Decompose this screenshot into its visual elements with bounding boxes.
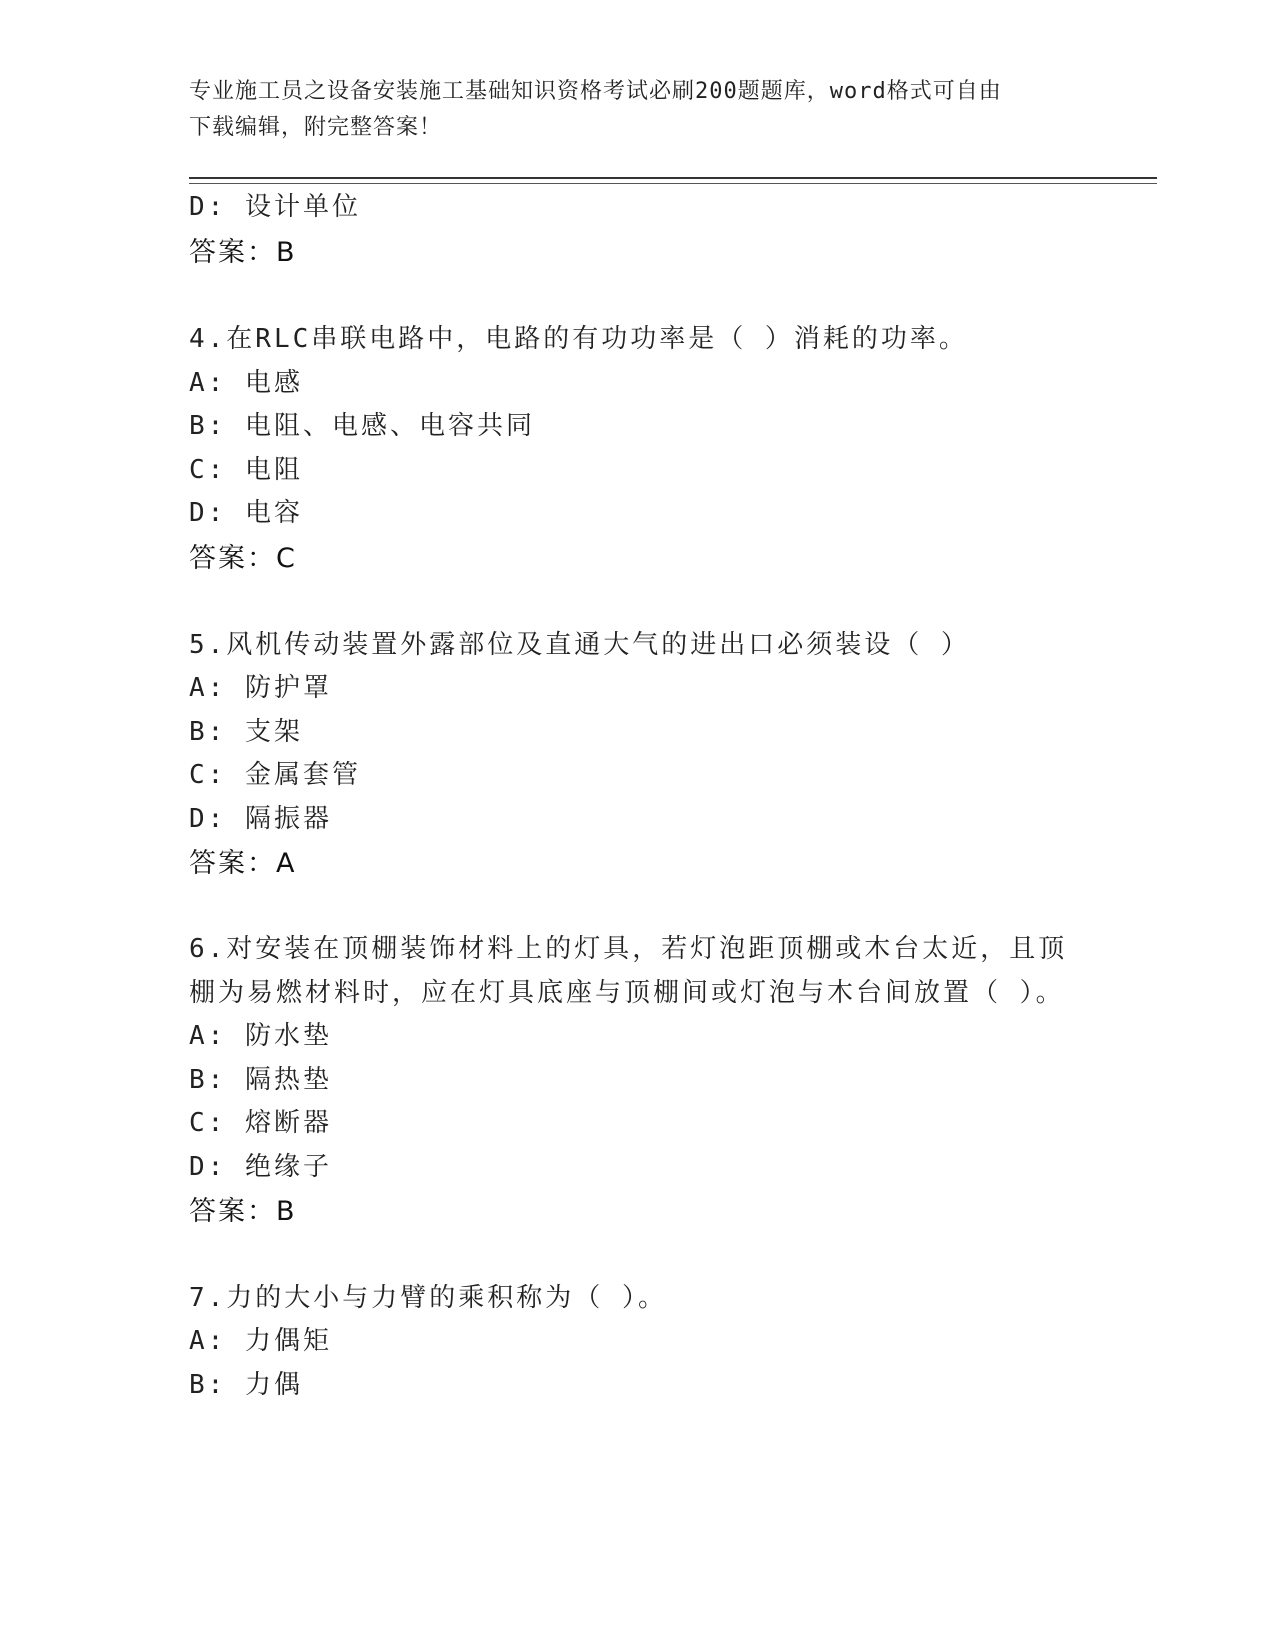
header-line-2: 下载编辑，附完整答案！ — [189, 115, 443, 140]
q5-option-d: D: 隔振器 — [189, 804, 332, 834]
header-divider-thin — [189, 183, 1157, 184]
q6-option-c: C: 熔断器 — [189, 1108, 332, 1138]
header-divider-thick — [189, 177, 1157, 179]
q5-answer: 答案：A — [189, 848, 297, 879]
q4-option-c: C: 电阻 — [189, 455, 303, 485]
header-line-1: 专业施工员之设备安装施工基础知识资格考试必刷200题题库，word格式可自由 — [189, 79, 1002, 104]
q5-option-a: A: 防护罩 — [189, 673, 332, 703]
q5-option-b: B: 支架 — [189, 717, 303, 747]
q6-option-b: B: 隔热垫 — [189, 1065, 332, 1095]
q6-answer: 答案：B — [189, 1196, 297, 1227]
q6-option-a: A: 防水垫 — [189, 1021, 332, 1051]
q4-question: 4.在RLC串联电路中，电路的有功功率是（ ）消耗的功率。 — [189, 324, 968, 354]
prev-option-d: D: 设计单位 — [189, 192, 361, 222]
q5-option-c: C: 金属套管 — [189, 760, 361, 790]
q7-option-b: B: 力偶 — [189, 1370, 303, 1400]
q4-option-d: D: 电容 — [189, 498, 303, 528]
q7-option-a: A: 力偶矩 — [189, 1326, 332, 1356]
q6-question-line-2: 棚为易燃材料时，应在灯具底座与顶棚间或灯泡与木台间放置（ ）。 — [189, 978, 1065, 1008]
q5-question: 5.风机传动装置外露部位及直通大气的进出口必须装设（ ） — [189, 630, 970, 660]
q4-answer: 答案：C — [189, 543, 297, 574]
q6-option-d: D: 绝缘子 — [189, 1152, 332, 1182]
q6-question-line-1: 6.对安装在顶棚装饰材料上的灯具，若灯泡距顶棚或木台太近，且顶 — [189, 934, 1068, 964]
document-header — [189, 74, 1069, 146]
q4-option-b: B: 电阻、电感、电容共同 — [189, 411, 535, 441]
q7-question: 7.力的大小与力臂的乘积称为（ ）。 — [189, 1283, 667, 1313]
prev-answer: 答案：B — [189, 237, 297, 268]
q4-option-a: A: 电感 — [189, 368, 303, 398]
